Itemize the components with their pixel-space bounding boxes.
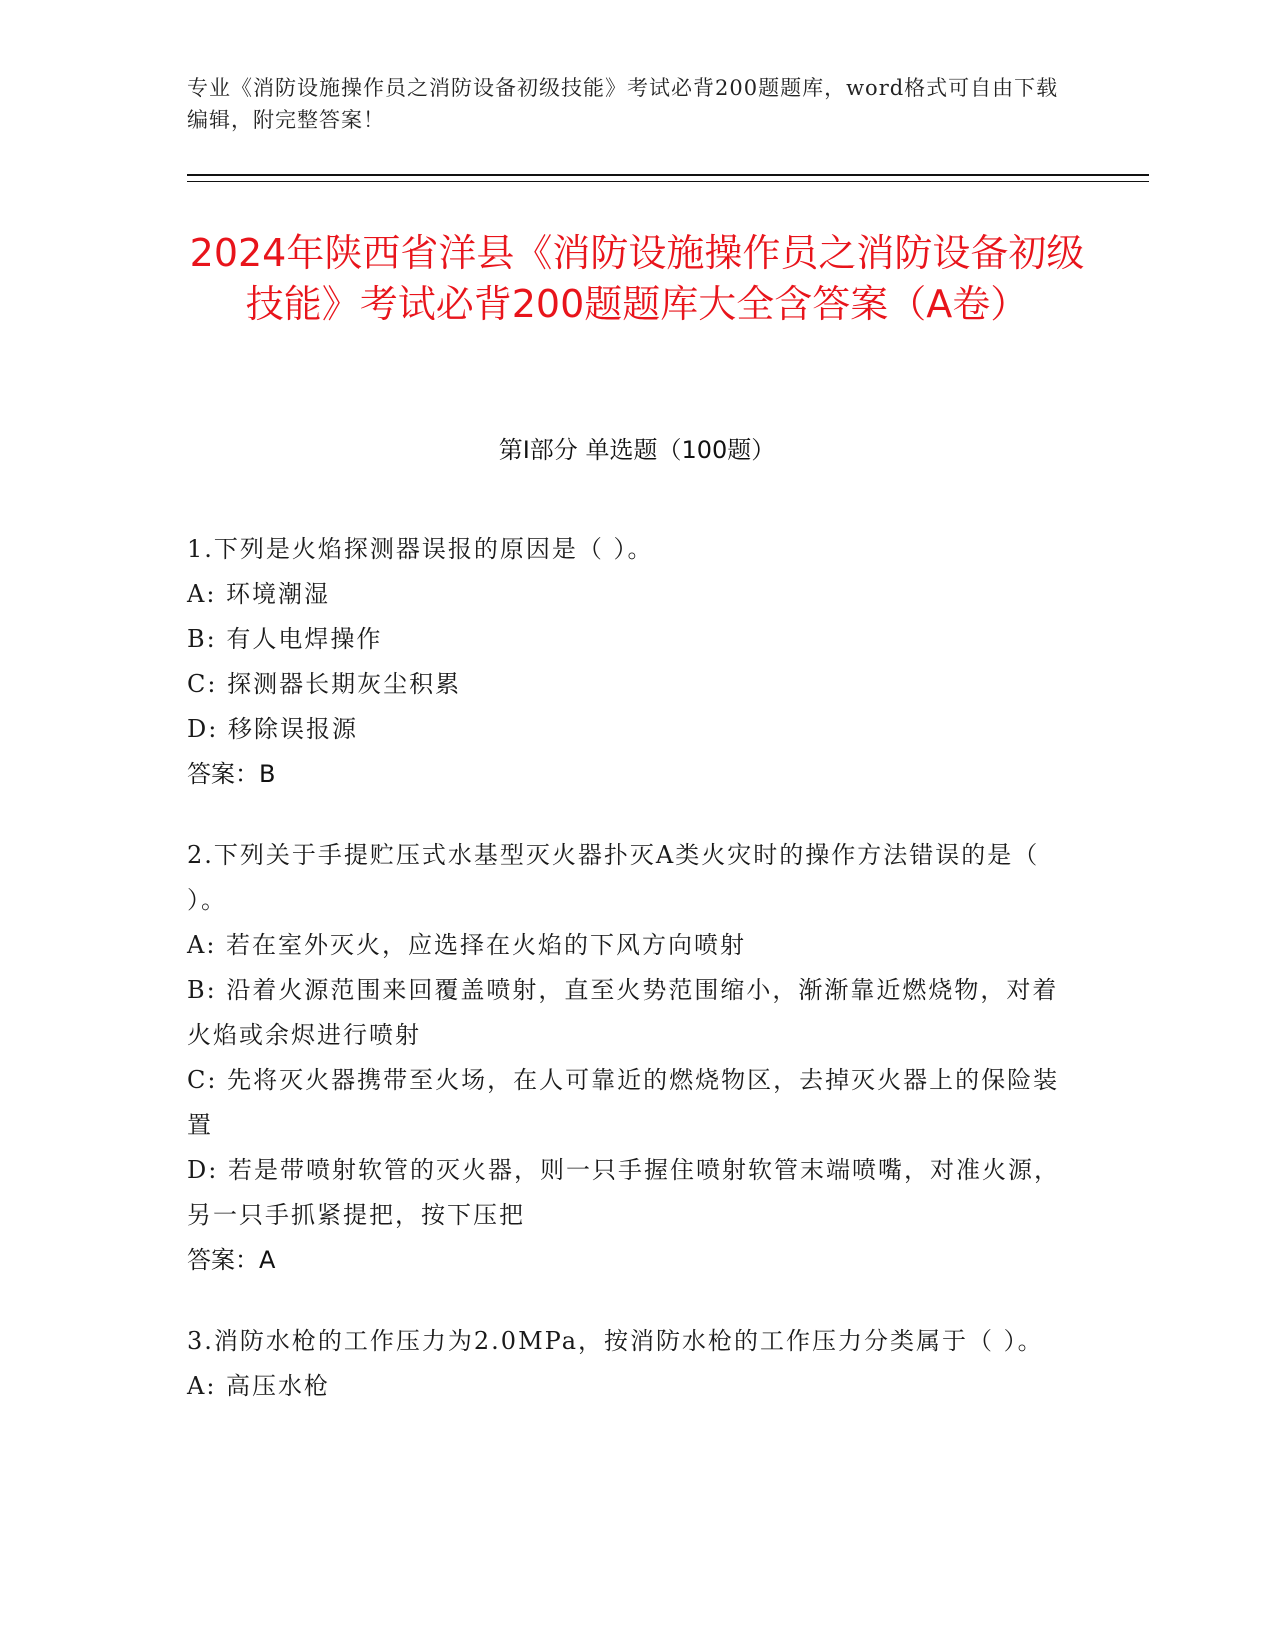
question-3 [187, 1319, 1067, 1409]
option-c: C: 先将灭火器携带至火场，在人可靠近的燃烧物区，去掉灭火器上的保险装置 [187, 1066, 1060, 1139]
option-b: B: 沿着火源范围来回覆盖喷射，直至火势范围缩小，渐渐靠近燃烧物，对着火焰或余烬进行喷射 [187, 976, 1059, 1049]
question-list [187, 527, 1067, 1445]
header-divider-thick [187, 174, 1149, 176]
option-d: D: 若是带喷射软管的灭火器，则一只手握住喷射软管末端喷嘴，对准火源，另一只手抓紧提把，按下压把 [187, 1156, 1060, 1229]
document-title: 2024年陕西省洋县《消防设施操作员之消防设备初级技能》考试必背200题题库大全含答案（A卷） [189, 231, 1085, 326]
option-a: A: 若在室外灭火，应选择在火焰的下风方向喷射 [187, 931, 747, 959]
answer: 答案：A [187, 1246, 276, 1274]
option-d: D: 移除误报源 [187, 715, 358, 743]
section-title: 第Ⅰ部分 单选题（100题） [498, 436, 776, 464]
question-stem: 3.消防水枪的工作压力为2.0MPa，按消防水枪的工作压力分类属于（ ）。 [187, 1327, 1044, 1355]
option-a: A: 高压水枪 [187, 1372, 331, 1400]
option-c: C: 探测器长期灰尘积累 [187, 670, 462, 698]
answer: 答案：B [187, 760, 276, 788]
header-note: 专业《消防设施操作员之消防设备初级技能》考试必背200题题库，word格式可自由下载编辑，附完整答案！ [187, 76, 1059, 132]
question-stem: 2.下列关于手提贮压式水基型灭火器扑灭A类火灾时的操作方法错误的是（ ）。 [187, 841, 1040, 914]
header-divider-thin [187, 181, 1149, 182]
question-1 [187, 527, 1067, 797]
option-a: A: 环境潮湿 [187, 580, 331, 608]
question-2 [187, 833, 1067, 1283]
option-b: B: 有人电焊操作 [187, 625, 383, 653]
question-stem: 1.下列是火焰探测器误报的原因是（ ）。 [187, 535, 654, 563]
